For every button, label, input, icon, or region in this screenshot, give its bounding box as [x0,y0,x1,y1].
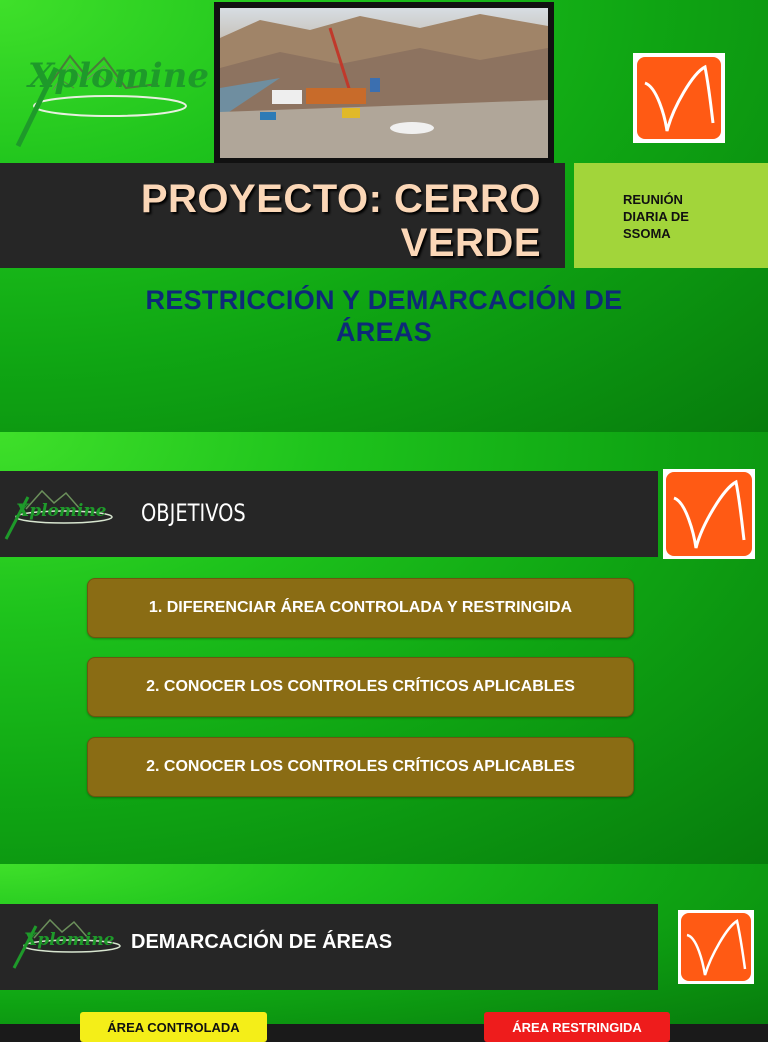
checkmark-icon [681,913,751,981]
objective-item-1: 1. DIFERENCIAR ÁREA CONTROLADA Y RESTRINGIDA [87,578,634,638]
checkmark-icon [637,57,721,139]
checkmark-icon [666,472,752,556]
brand-name: Xplomine [28,56,209,96]
subtitle-line1: RESTRICCIÓN Y DEMARCACIÓN DE [145,285,623,315]
company-logo [633,53,725,143]
company-logo [678,910,754,984]
meeting-line2: DIARIA DE [623,209,689,224]
objective-item-2: 2. CONOCER LOS CONTROLES CRÍTICOS APLICABLES [87,657,634,717]
drilling-site-photo [214,2,554,164]
title-band [0,163,565,268]
xplomine-logo-small [10,916,130,972]
company-logo [663,469,755,559]
meeting-label-box [574,163,768,268]
meeting-line1: REUNIÓN [623,192,683,207]
project-title-line1: PROYECTO: CERRO [140,177,541,221]
brand-name-small: Xplomine [16,501,107,521]
brand-name-small: Xplomine [24,930,115,950]
slide-title [0,0,768,432]
xplomine-logo [8,50,209,150]
tag-controlled-area: ÁREA CONTROLADA [80,1012,267,1042]
objective-item-3: 2. CONOCER LOS CONTROLES CRÍTICOS APLICABLES [87,737,634,797]
objectives-header: OBJETIVOS [141,499,246,527]
slide-objectives [0,432,768,864]
slide-demarcation [0,864,768,1035]
xplomine-logo-small [2,487,122,543]
demarcation-header: DEMARCACIÓN DE ÁREAS [131,931,393,953]
meeting-label [623,191,689,242]
project-title [141,177,541,265]
project-title-line2: VERDE [400,221,541,265]
subtitle-line2: ÁREAS [335,317,432,347]
slide-subtitle [0,284,768,348]
objectives-header-band [0,471,658,557]
demarcation-header-band [0,904,658,990]
photo-illustration [220,8,548,158]
meeting-line3: SSOMA [623,226,671,241]
tag-restricted-area: ÁREA RESTRINGIDA [484,1012,670,1042]
